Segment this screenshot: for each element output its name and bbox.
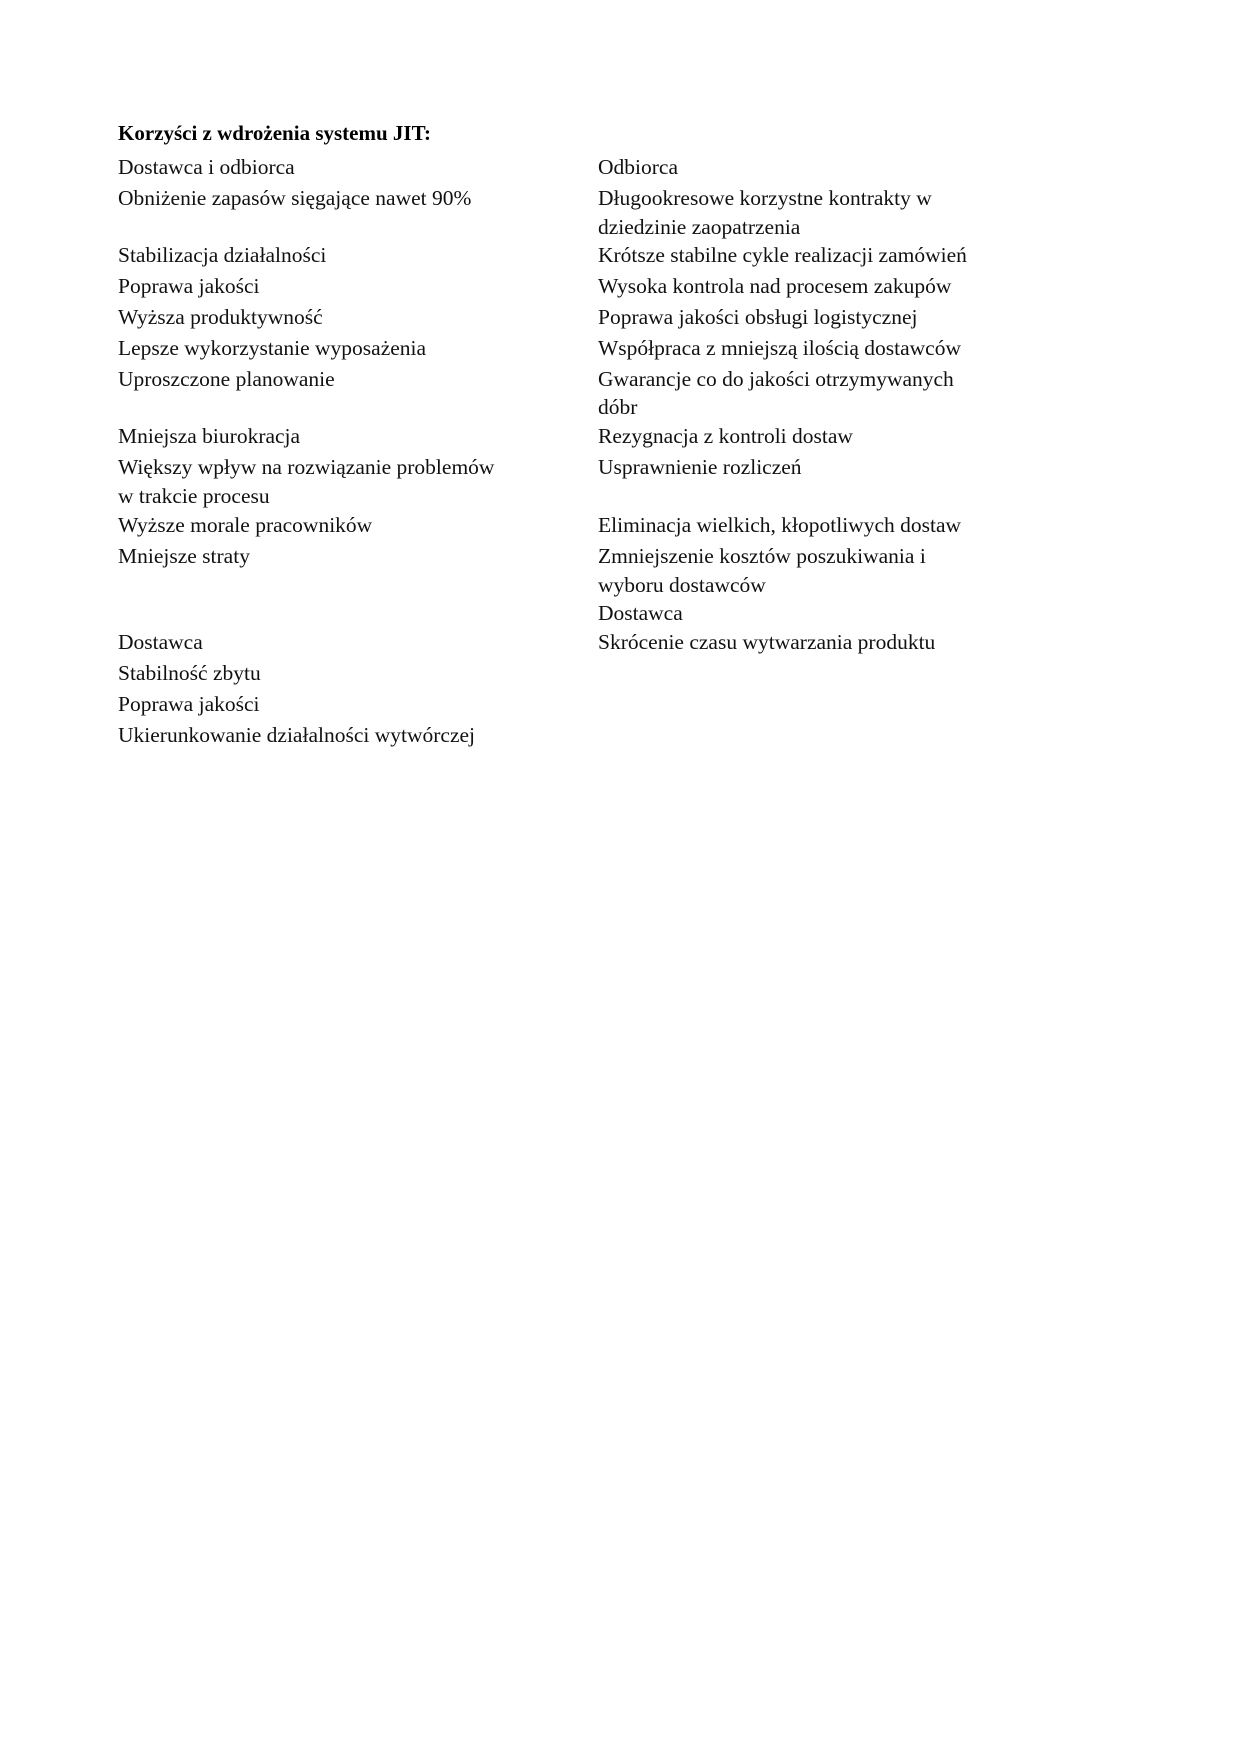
text-line: Lepsze wykorzystanie wyposażenia: [118, 336, 427, 360]
text-line: Dostawca i odbiorca: [118, 155, 295, 179]
text-line: Poprawa jakości: [118, 692, 260, 716]
text-line: Obniżenie zapasów sięgające nawet 90%: [118, 186, 472, 210]
text-line: Wysoka kontrola nad procesem zakupów: [598, 274, 952, 298]
text-line: Odbiorca: [598, 155, 678, 179]
text-line: w trakcie procesu: [118, 484, 270, 508]
text-line: Wyższa produktywność: [118, 305, 323, 329]
text-line: Mniejsze straty: [118, 544, 250, 568]
text-line: Dostawca: [598, 601, 683, 625]
text-line: dóbr: [598, 395, 638, 419]
text-line: Zmniejszenie kosztów poszukiwania i: [598, 544, 926, 568]
text-line: Rezygnacja z kontroli dostaw: [598, 424, 853, 448]
text-line: Usprawnienie rozliczeń: [598, 455, 802, 479]
text-line: Uproszczone planowanie: [118, 367, 335, 391]
text-line: Poprawa jakości obsługi logistycznej: [598, 305, 918, 329]
text-line: Współpraca z mniejszą ilością dostawców: [598, 336, 961, 360]
text-line: Większy wpływ na rozwiązanie problemów: [118, 455, 495, 479]
text-line: Dostawca: [118, 630, 203, 654]
text-line: Wyższe morale pracowników: [118, 513, 373, 537]
text-line: Długookresowe korzystne kontrakty w: [598, 186, 932, 210]
text-line: Eliminacja wielkich, kłopotliwych dostaw: [598, 513, 962, 537]
text-line: Mniejsza biurokracja: [118, 424, 301, 448]
document-title: Korzyści z wdrożenia systemu JIT:: [118, 121, 432, 145]
text-line: Stabilność zbytu: [118, 661, 261, 685]
text-line: wyboru dostawców: [598, 573, 766, 597]
text-line: Stabilizacja działalności: [118, 243, 327, 267]
text-line: Krótsze stabilne cykle realizacji zamówień: [598, 243, 967, 267]
text-line: Ukierunkowanie działalności wytwórczej: [118, 723, 476, 747]
text-line: Gwarancje co do jakości otrzymywanych: [598, 367, 954, 391]
text-line: Poprawa jakości: [118, 274, 260, 298]
text-line: Skrócenie czasu wytwarzania produktu: [598, 630, 936, 654]
text-line: dziedzinie zaopatrzenia: [598, 215, 801, 239]
